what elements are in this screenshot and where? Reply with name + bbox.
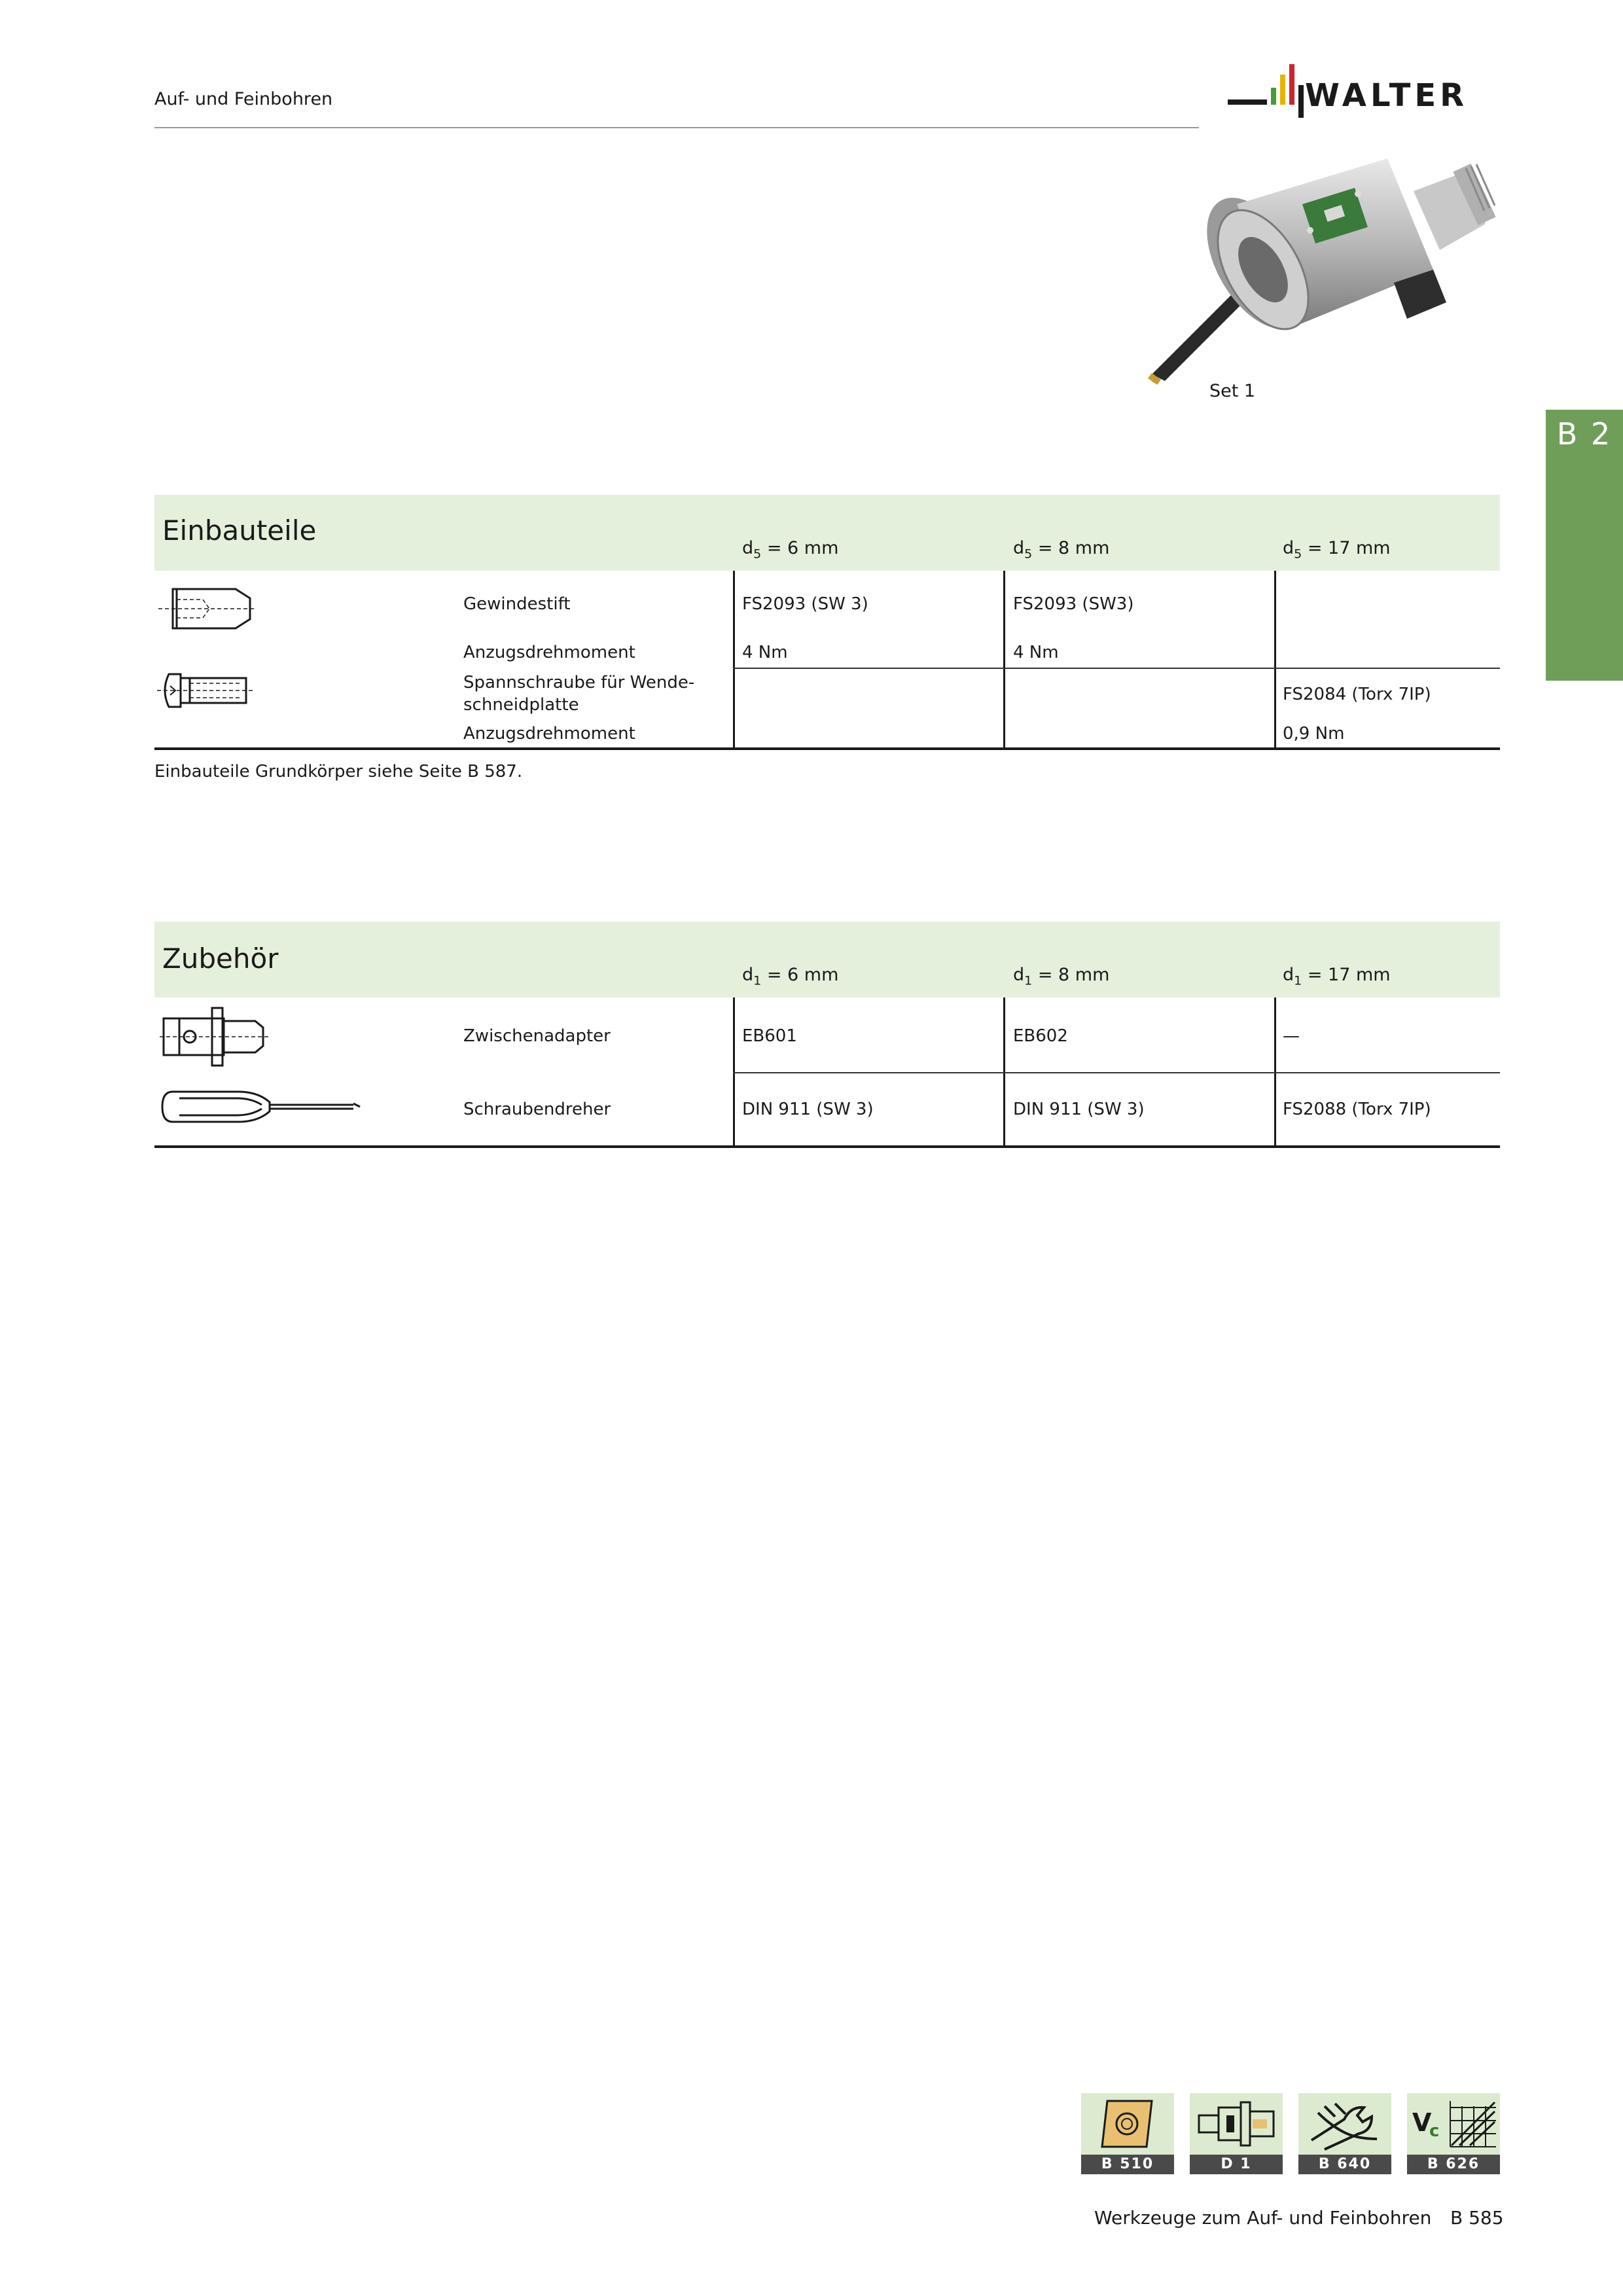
zubehoer-row-2-v3: FS2088 (Torx 7IP) [1283,1100,1431,1119]
insert-icon [1081,2093,1174,2155]
svg-text:V: V [1412,2108,1432,2137]
zubehoer-row-divider [733,1072,1500,1073]
einbauteile-row-4-v3: 0,9 Nm [1283,724,1345,744]
einbauteile-row-4-label: Anzugsdrehmoment [463,724,635,744]
einbauteile-row-divider [733,668,1500,669]
einbauteile-row-3-label: Spannschraube für Wende- schneidplatte [463,673,695,715]
einbauteile-col-3: $d_5 = 17$ mm [1283,538,1391,562]
badge-adapter[interactable] [1190,2093,1283,2174]
zubehoer-row-2-v1: DIN 911 (SW 3) [742,1100,874,1119]
badge-insert[interactable] [1081,2093,1174,2174]
zubehoer-row-1-v1: EB601 [742,1026,797,1046]
einbauteile-row-2-v2: 4 Nm [1013,643,1059,662]
svg-text:c: c [1429,2121,1440,2141]
cutting-data-icon [1407,2093,1500,2155]
footer-title: Werkzeuge zum Auf- und Feinbohren [1094,2207,1432,2229]
einbauteile-col-2: $d_5 = 8$ mm [1013,538,1110,562]
spannschraube-drawing [157,668,255,713]
zubehoer-col-3: $d_1 = 17$ mm [1283,965,1391,988]
zubehoer-col-2: $d_1 = 8$ mm [1013,965,1110,988]
badge-wrench[interactable] [1298,2093,1391,2174]
einbauteile-title: Einbauteile [162,514,317,547]
header-rule [154,127,1199,128]
einbauteile-row-1-label: Gewindestift [463,594,571,614]
page-number: B 585 [1450,2207,1504,2229]
badge-cutting-data[interactable] [1407,2093,1500,2174]
einbauteile-col-1: $d_5 = 6$ mm [742,538,839,562]
zubehoer-col-1: $d_1 = 6$ mm [742,965,839,988]
einbauteile-note: Einbauteile Grundkörper siehe Seite B 587. [154,762,523,781]
zubehoer-row-1-v3: — [1283,1026,1300,1046]
einbauteile-row-2-label: Anzugsdrehmoment [463,643,635,662]
gewindestift-drawing [157,583,255,635]
zubehoer-row-2-v2: DIN 911 (SW 3) [1013,1100,1145,1119]
schraubendreher-drawing [160,1084,363,1130]
wrench-icon [1298,2093,1391,2155]
einbauteile-bottom-rule [154,747,1500,750]
einbauteile-vline-3 [1274,571,1276,749]
zubehoer-row-1-v2: EB602 [1013,1026,1068,1046]
einbauteile-row-1-v1: FS2093 (SW 3) [742,594,868,614]
badge-insert-label: B 510 [1081,2155,1174,2174]
badge-wrench-label: B 640 [1298,2155,1391,2174]
zubehoer-row-1-label: Zwischenadapter [463,1026,611,1046]
zubehoer-bottom-rule [154,1145,1500,1148]
photo-caption: Set 1 [1209,381,1256,401]
badge-cutting-data-label: B 626 [1407,2155,1500,2174]
adapter-icon [1190,2093,1283,2155]
einbauteile-vline-2 [1003,571,1005,749]
einbauteile-row-2-v1: 4 Nm [742,643,788,662]
chapter-tab: B 2 [1546,410,1623,681]
product-photo [1139,152,1505,387]
zwischenadapter-drawing [160,1004,271,1069]
walter-logo-text: WALTER [1305,77,1469,114]
zubehoer-row-2-label: Schraubendreher [463,1100,611,1119]
running-header: Auf- und Feinbohren [154,89,333,109]
zubehoer-title: Zubehör [162,942,279,975]
badge-adapter-label: D 1 [1190,2155,1283,2174]
einbauteile-vline-1 [733,571,735,749]
einbauteile-row-1-v2: FS2093 (SW3) [1013,594,1134,614]
walter-logo [1228,62,1503,127]
einbauteile-row-3-v3: FS2084 (Torx 7IP) [1283,685,1431,704]
